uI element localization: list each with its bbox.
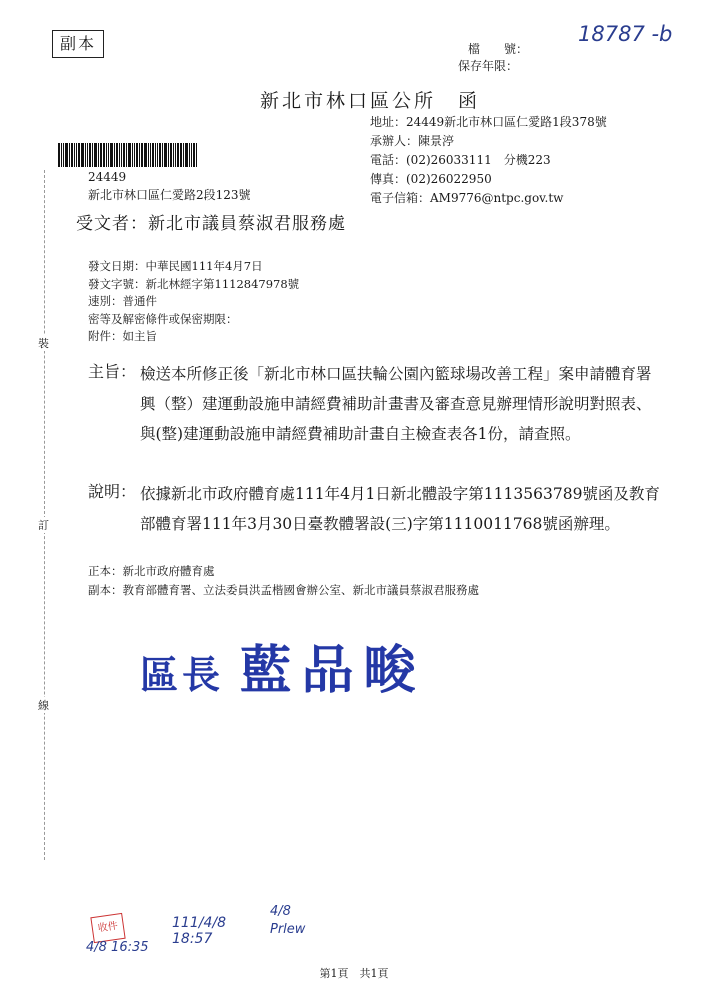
barcode-bar [69, 143, 70, 167]
subject-text: 檢送本所修正後「新北市林口區扶輪公園內籃球場改善工程」案申請體育署興（整）建運動設施申請經費補助計畫書及審查意見辦理情形說明對照表、與(整)建運動設施申請經費補助計畫自主檢查表各1份，請查照。 [140, 365, 652, 443]
barcode-bar [152, 143, 154, 167]
barcode-bar [103, 143, 105, 167]
barcode-bar [141, 143, 143, 167]
barcode-bar [128, 143, 131, 167]
barcode-bar [89, 143, 91, 167]
gutter-char-bind: 裝 [38, 337, 49, 350]
barcode-bar [180, 143, 182, 167]
gutter-char-staple: 訂 [38, 519, 49, 532]
barcode-bar [58, 143, 60, 167]
barcode-bar [116, 143, 118, 167]
barcode-bar [71, 143, 73, 167]
signature-name: 藍品畯 [239, 641, 426, 701]
barcode-bar [114, 143, 115, 167]
barcode-bar [185, 143, 188, 167]
barcode-bar [144, 143, 147, 167]
original-recipient: 正本：新北市政府體育處 [88, 564, 215, 578]
page-footer: 第1頁 共1頁 [319, 967, 389, 980]
file-no-label: 檔 號： [468, 42, 529, 56]
barcode-bar [139, 143, 140, 167]
barcode-bar [81, 143, 84, 167]
barcode-bar [119, 143, 120, 167]
document-number: 發文字號：新北林經字第1112847978號 [88, 276, 300, 291]
speed-class: 速別：普通件 [88, 294, 157, 308]
copy-recipients: 副本：教育部體育署、立法委員洪孟楷國會辦公室、新北市議員蔡淑君服務處 [88, 583, 479, 597]
barcode-bar [150, 143, 151, 167]
barcode-bar [183, 143, 184, 167]
copy-label: 副本 [52, 30, 104, 58]
handwritten-note-middle: 111/4/8 18:57 [172, 915, 226, 947]
barcode-bar [94, 143, 97, 167]
barcode-bar [106, 143, 107, 167]
barcode-bar [173, 143, 174, 167]
barcode-bar [189, 143, 190, 167]
description-label: 說明： [88, 482, 137, 501]
distribution [88, 562, 479, 600]
signature-title: 區長 [140, 653, 225, 697]
gutter-char-line: 線 [38, 699, 49, 712]
barcode-bar [193, 143, 195, 167]
barcode-bar [65, 143, 68, 167]
sender-block [370, 113, 607, 208]
barcode-bar [191, 143, 192, 167]
barcode-bar [164, 143, 167, 167]
barcode-bar [76, 143, 77, 167]
barcode-bar [110, 143, 113, 167]
retention-label: 保存年限： [458, 59, 519, 73]
description-text: 依據新北市政府體育處111年4月1日新北體設字第1113563789號函及教育部體育署111年3月30日臺教體署設(三)字第1110011768號函辦理。 [140, 485, 660, 533]
handwritten-note-left: 4/8 16:35 [86, 940, 149, 955]
recipient: 受文者：新北市議員蔡淑君服務處 [76, 214, 346, 234]
barcode-bar [126, 143, 127, 167]
attachment: 附件：如主旨 [88, 329, 157, 343]
barcode-bar [85, 143, 86, 167]
barcode-bar [196, 143, 197, 167]
barcode-bar [162, 143, 163, 167]
barcode-bar [155, 143, 156, 167]
sender-contact: 承辦人：陳景渟 [370, 134, 455, 148]
barcode-bar [175, 143, 176, 167]
barcode-bar [100, 143, 102, 167]
barcode-bar [78, 143, 80, 167]
barcode [58, 143, 218, 167]
barcode-bar [108, 143, 109, 167]
barcode-bar [148, 143, 149, 167]
handwritten-note-right: 4/8 Prlew [270, 904, 306, 937]
sender-address: 地址：24449新北市林口區仁愛路1段378號 [370, 115, 607, 129]
handwritten-file-no: 18787 -b [578, 22, 673, 46]
barcode-bar [168, 143, 169, 167]
barcode-bar [134, 143, 135, 167]
barcode-bar [136, 143, 138, 167]
barcode-bar [170, 143, 172, 167]
barcode-bar [123, 143, 125, 167]
barcode-bar [157, 143, 158, 167]
document-meta [88, 258, 299, 346]
binding-line [44, 170, 45, 860]
mailing-postal-code: 24449 [88, 170, 127, 184]
sender-fax: 傳真：(02)26022950 [370, 172, 492, 186]
barcode-bar [177, 143, 179, 167]
barcode-bar [63, 143, 64, 167]
barcode-bar [159, 143, 161, 167]
received-stamp: 收件 [90, 913, 125, 943]
secrecy-level: 密等及解密條件或保密期限： [88, 311, 238, 326]
barcode-bar [121, 143, 122, 167]
issue-date: 發文日期：中華民國111年4月7日 [88, 259, 263, 273]
barcode-bar [87, 143, 88, 167]
document-title: 新北市林口區公所 函 [260, 90, 481, 112]
barcode-bar [92, 143, 93, 167]
barcode-bar [132, 143, 133, 167]
mailing-address: 新北市林口區仁愛路2段123號 [88, 188, 251, 202]
sender-email: 電子信箱：AM9776@ntpc.gov.tw [370, 191, 564, 205]
barcode-bar [98, 143, 99, 167]
signature [140, 628, 426, 703]
barcode-bar [61, 143, 62, 167]
sender-phone: 電話：(02)26033111 分機223 [370, 153, 551, 167]
barcode-bar [74, 143, 75, 167]
subject-label: 主旨： [88, 362, 137, 381]
